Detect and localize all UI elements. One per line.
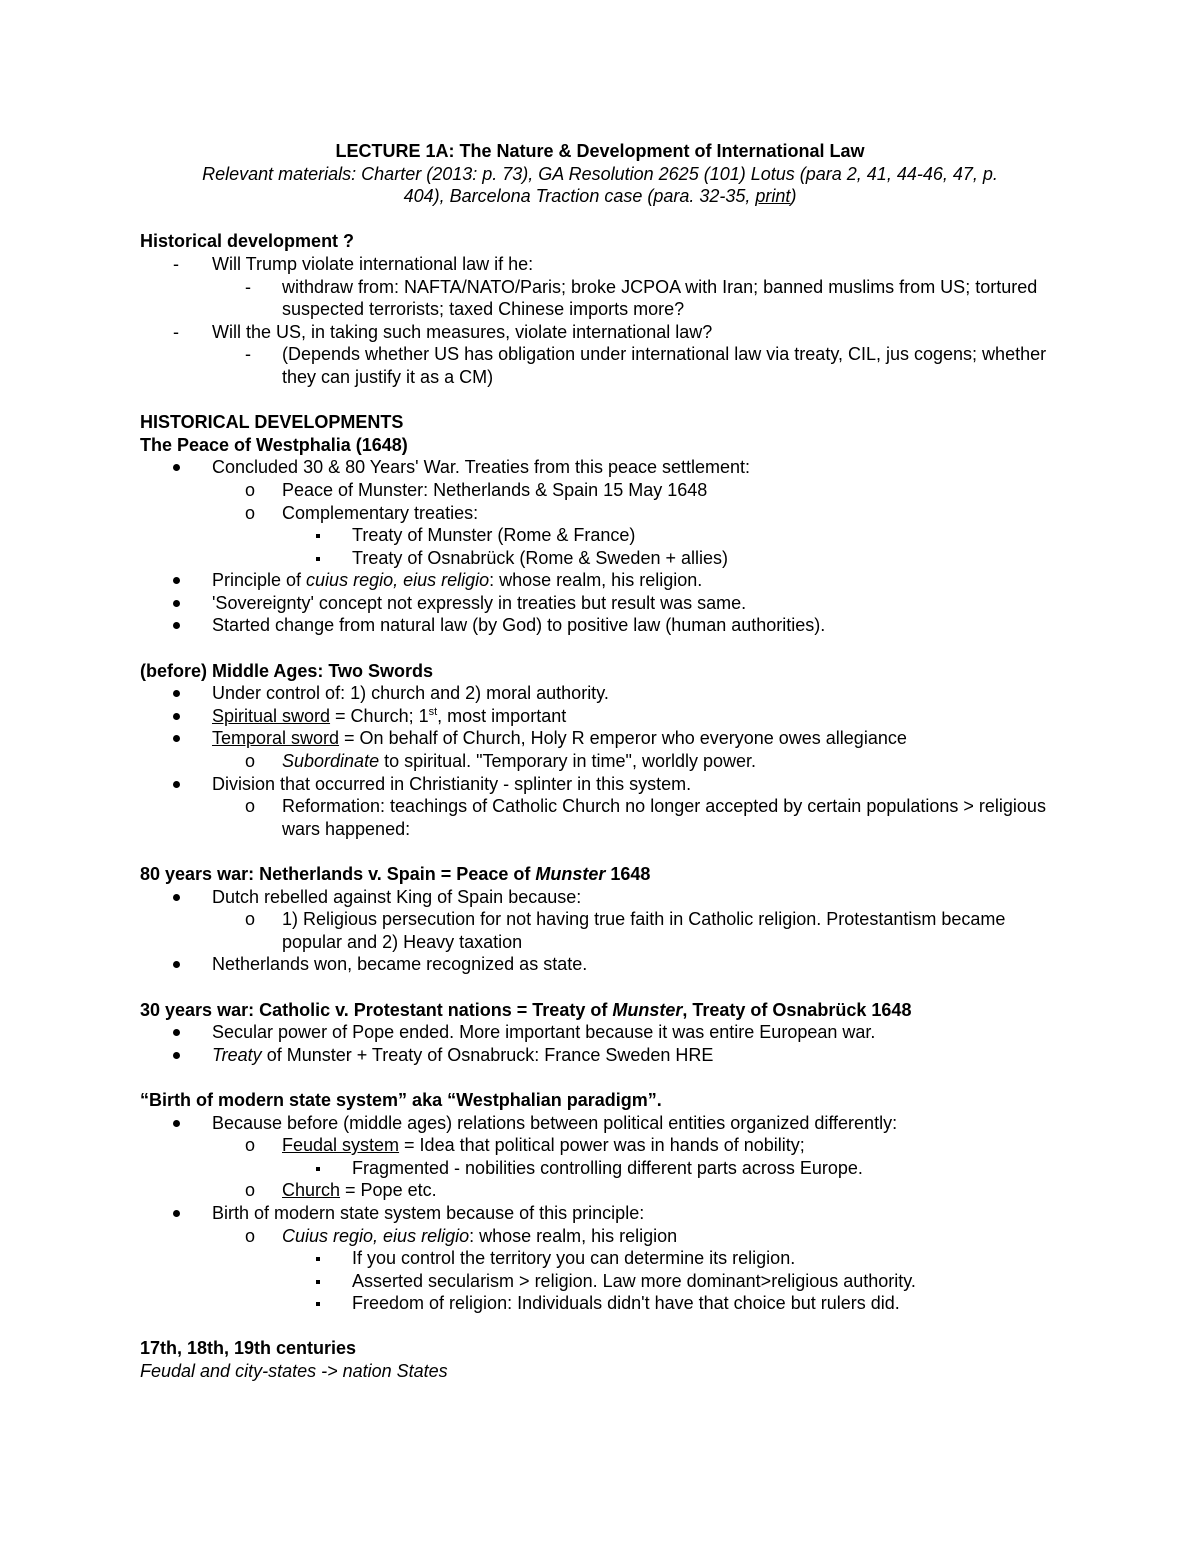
list-item-text: : whose realm, his religion (469, 1225, 678, 1246)
list-item-text: Will the US, in taking such measures, violate international law? (212, 321, 713, 342)
circle-marker: o (245, 1225, 256, 1246)
list-item (140, 1157, 1060, 1180)
list-item (140, 795, 1060, 840)
list-item (140, 1247, 1060, 1270)
print-link[interactable]: print (755, 186, 791, 207)
bullet-icon (173, 690, 180, 697)
list-item-text: Dutch rebelled against King of Spain because: (212, 886, 582, 907)
bullet-icon (173, 1052, 180, 1059)
list-item-text: Will Trump violate international law if he: (212, 253, 534, 274)
list-item-text: (Depends whether US has obligation under international law via treaty, CIL, jus cogens; whether they can justify it as a CM) (282, 344, 1047, 387)
list-item (140, 750, 1060, 773)
list-item (140, 524, 1060, 547)
list-item (140, 547, 1060, 570)
relevant-materials-text: 404), Barcelona Traction case (para. 32-35, (403, 186, 756, 207)
list-item-underlined: Spiritual sword (212, 705, 331, 726)
list-item (140, 1292, 1060, 1315)
dash-marker: - (173, 253, 179, 274)
section-heading-birth-of-modern-state: “Birth of modern state system” aka “Westphalian paradigm”. (140, 1089, 662, 1110)
document-page (140, 140, 1060, 1383)
relevant-materials-line-2 (140, 185, 1060, 208)
list-item (140, 682, 1060, 705)
list-item (140, 886, 1060, 909)
heading-text: 1648 (605, 864, 651, 884)
list-item-text: Treaty of Osnabrück (Rome & Sweden + allies) (352, 547, 728, 568)
list-item-text: Under control of: 1) church and 2) moral authority. (212, 683, 609, 704)
list-item (140, 321, 1060, 344)
list-item (140, 1225, 1060, 1248)
list-item-text: withdraw from: NAFTA/NATO/Paris; broke JCPOA with Iran; banned muslims from US; tortured suspected terrorists; taxed Chinese imports more? (282, 276, 1038, 320)
list-item-text: Concluded 30 & 80 Years' War. Treaties from this peace settlement: (212, 457, 751, 478)
centuries-line (140, 1360, 1060, 1383)
lecture-title: LECTURE 1A: The Nature & Development of International Law (335, 141, 865, 161)
relevant-materials-line-1: Relevant materials: Charter (2013: p. 73), GA Resolution 2625 (101) Lotus (para 2, 41, 44-46, 47, p. (202, 163, 998, 184)
list-item-text: Reformation: teachings of Catholic Church no longer accepted by certain populations > religious wars happened: (282, 796, 1046, 839)
list-item-text: = Idea that political power was in hands of nobility; (399, 1135, 805, 1156)
section-heading-historical-development: Historical development ? (140, 231, 355, 252)
section-heading-centuries: 17th, 18th, 19th centuries (140, 1338, 357, 1359)
list-item (140, 1044, 1060, 1067)
list-item (140, 1270, 1060, 1293)
list-item (140, 1202, 1060, 1225)
list-item-text: Division that occurred in Christianity - splinter in this system. (212, 773, 692, 794)
list-item-underlined: Feudal system (282, 1135, 400, 1156)
list-item (140, 569, 1060, 592)
list-item (140, 614, 1060, 637)
list-item-text: Fragmented - nobilities controlling different parts across Europe. (352, 1157, 863, 1178)
bullet-icon (173, 577, 180, 584)
section-heading-80-years-war (140, 863, 1060, 886)
bullet-icon (173, 622, 180, 629)
list-item (140, 953, 1060, 976)
list-item-text: of Munster + Treaty of Osnabruck: France Sweden HRE (261, 1044, 714, 1065)
list-item-text: Secular power of Pope ended. More important because it was entire European war. (212, 1022, 876, 1043)
list-item-underlined: Church (282, 1180, 341, 1201)
list-item-text: Peace of Munster: Netherlands & Spain 15 May 1648 (282, 479, 708, 500)
square-bullet-icon (316, 1302, 320, 1306)
list-item (140, 456, 1060, 479)
circle-marker: o (245, 909, 256, 930)
square-bullet-icon (316, 1257, 320, 1261)
list-item-italic: cuius regio, eius religio (306, 570, 490, 591)
list-item-text: Complementary treaties: (282, 502, 479, 523)
list-item-italic: Treaty (212, 1044, 262, 1065)
bullet-icon (173, 1029, 180, 1036)
circle-marker: o (245, 796, 256, 817)
bullet-icon (173, 1210, 180, 1217)
dash-marker: - (245, 276, 251, 297)
list-item (140, 592, 1060, 615)
section-heading-middle-ages: (before) Middle Ages: Two Swords (140, 660, 434, 681)
list-item (140, 1112, 1060, 1135)
circle-marker: o (245, 1180, 256, 1201)
dash-marker: - (245, 344, 251, 365)
list-item (140, 1134, 1060, 1157)
circle-marker: o (245, 1135, 256, 1156)
list-item (140, 1021, 1060, 1044)
bullet-icon (173, 600, 180, 607)
list-item-text: If you control the territory you can determine its religion. (352, 1248, 796, 1269)
list-item (140, 253, 1060, 276)
circle-marker: o (245, 751, 256, 772)
list-item-text: Freedom of religion: Individuals didn't have that choice but rulers did. (352, 1293, 900, 1314)
list-item-text: = Church; 1 (330, 705, 429, 726)
list-item-text: to spiritual. "Temporary in time", worldly power. (379, 751, 756, 772)
list-item-text: Started change from natural law (by God) to positive law (human authorities). (212, 615, 826, 636)
list-item-text: Principle of (212, 570, 307, 591)
bullet-icon (173, 713, 180, 720)
list-item (140, 502, 1060, 525)
square-bullet-icon (316, 557, 320, 561)
bullet-icon (173, 894, 180, 901)
list-item (140, 908, 1060, 953)
list-item-text: = Pope etc. (340, 1180, 437, 1201)
list-item-text: 1) Religious persecution for not having true faith in Catholic religion. Protestantism became popular and 2) Heavy taxation (282, 909, 1006, 952)
list-item-italic: Subordinate (282, 751, 380, 772)
heading-text: , Treaty of Osnabrück 1648 (682, 999, 912, 1020)
square-bullet-icon (316, 534, 320, 538)
list-item (140, 727, 1060, 750)
list-item (140, 773, 1060, 796)
heading-italic: Munster (535, 864, 606, 884)
bullet-icon (173, 961, 180, 968)
list-item-text: Asserted secularism > religion. Law more dominant>religious authority. (352, 1270, 916, 1291)
list-item (140, 705, 1060, 728)
list-item-text: Treaty of Munster (Rome & France) (352, 525, 636, 546)
section-heading-westphalia: The Peace of Westphalia (1648) (140, 434, 408, 455)
list-item (140, 276, 1060, 321)
bullet-icon (173, 1120, 180, 1127)
circle-marker: o (245, 479, 256, 500)
section-heading-30-years-war (140, 999, 1060, 1022)
heading-italic: Munster (612, 999, 683, 1020)
bullet-icon (173, 735, 180, 742)
list-item-text: Netherlands won, became recognized as state. (212, 954, 588, 975)
dash-marker: - (173, 321, 179, 342)
section-heading-historical-developments: HISTORICAL DEVELOPMENTS (140, 412, 404, 433)
circle-marker: o (245, 502, 256, 523)
square-bullet-icon (316, 1167, 320, 1171)
list-item-text: Birth of modern state system because of this principle: (212, 1202, 645, 1223)
relevant-materials-close: ) (790, 186, 797, 207)
list-item-text: , most important (437, 705, 567, 726)
square-bullet-icon (316, 1280, 320, 1284)
heading-text: 30 years war: Catholic v. Protestant nations = Treaty of (140, 999, 613, 1020)
list-item-text: : whose realm, his religion. (489, 570, 703, 591)
list-item-text: 'Sovereignty' concept not expressly in treaties but result was same. (212, 592, 747, 613)
list-item-italic: Cuius regio, eius religio (282, 1225, 470, 1246)
bullet-icon (173, 781, 180, 788)
list-item (140, 479, 1060, 502)
list-item (140, 343, 1060, 388)
bullet-icon (173, 464, 180, 471)
list-item (140, 1179, 1060, 1202)
heading-text: 80 years war: Netherlands v. Spain = Peace of (140, 864, 536, 884)
list-item-text: Because before (middle ages) relations between political entities organized differently: (212, 1112, 898, 1133)
centuries-italic: Feudal and city-states -> nation States (140, 1361, 448, 1382)
list-item-text: = On behalf of Church, Holy R emperor who everyone owes allegiance (339, 728, 907, 749)
list-item-underlined: Temporal sword (212, 728, 340, 749)
superscript: st (428, 705, 438, 718)
